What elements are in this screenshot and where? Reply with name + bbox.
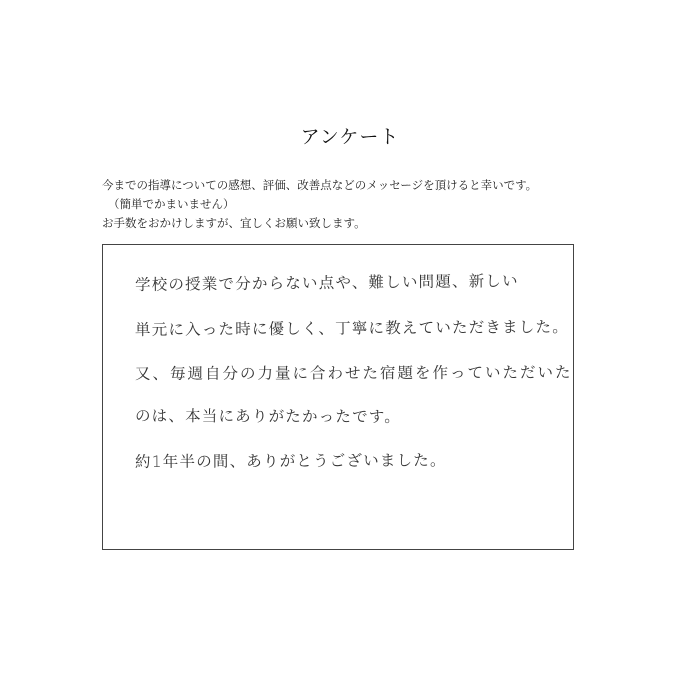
instruction-line-1: 今までの指導についての感想、評価、改善点などのメッセージを頂けると幸いです。 (102, 178, 538, 192)
instruction-line-3: お手数をおかけしますが、宜しくお願い致します。 (102, 216, 366, 230)
answer-box (102, 244, 574, 550)
handwritten-line-4: のは、本当にありがたかったです。 (134, 407, 401, 426)
instruction-line-2: （簡単でかまいません） (108, 197, 235, 211)
handwritten-line-3: 又、毎週自分の力量に合わせた宿題を作っていただいた (134, 363, 573, 383)
handwritten-line-5: 約1年半の間、ありがとうございました。 (134, 451, 447, 471)
survey-instructions (102, 176, 622, 233)
handwritten-line-1: 学校の授業で分からない点や、難しい問題、新しい (134, 271, 519, 294)
handwritten-line-2: 単元に入った時に優しく、丁寧に教えていただきました。 (134, 317, 569, 339)
survey-title: アンケート (300, 126, 400, 148)
